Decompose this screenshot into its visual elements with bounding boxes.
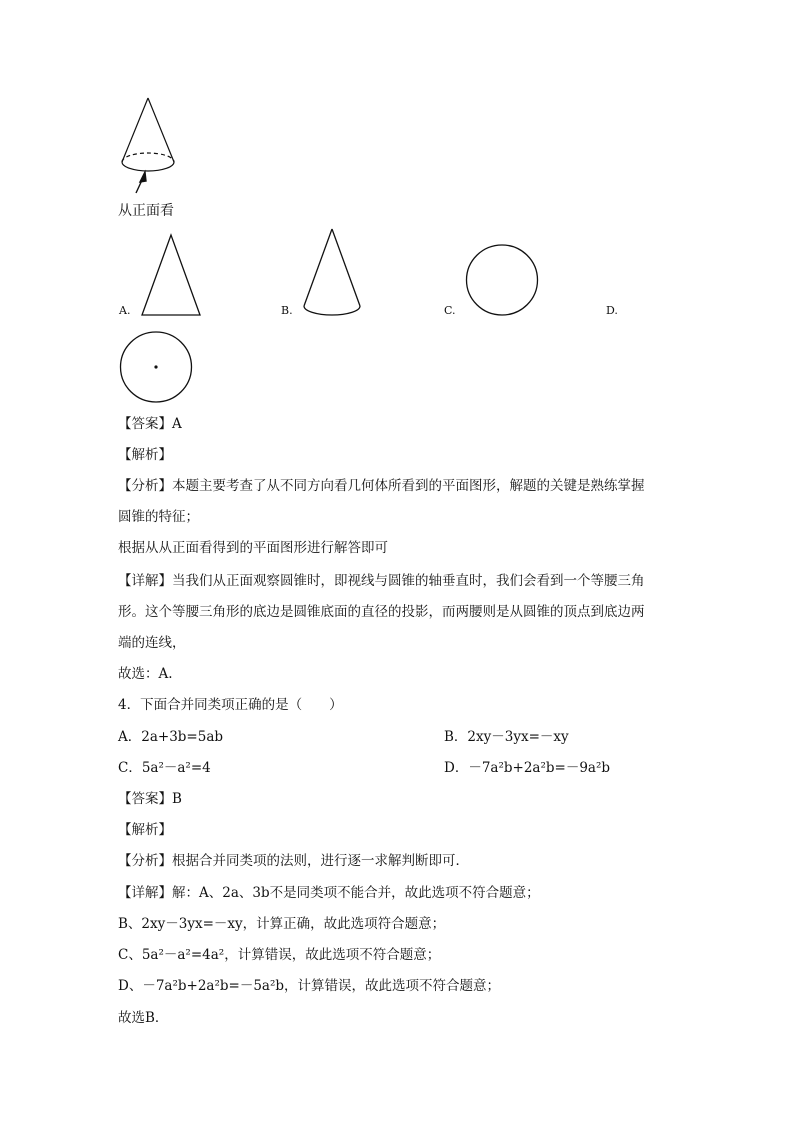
q3-detail-line3: 端的连线， bbox=[118, 635, 186, 651]
q4-option-a: A．2a+3b=5ab bbox=[118, 729, 224, 745]
option-b-label: B. bbox=[281, 304, 293, 317]
q4-stem: 4．下面合并同类项正确的是（ ） bbox=[118, 697, 343, 713]
cone-icon bbox=[122, 98, 174, 171]
option-a-label: A. bbox=[119, 304, 131, 317]
cone-figure bbox=[110, 90, 200, 195]
q4-detail-c: C、5a²－a²=4a²，计算错误，故此选项不符合题意； bbox=[118, 947, 441, 963]
q4-option-b: B．2xy－3yx=－xy bbox=[444, 729, 569, 745]
q3-fenxi-line1: 【分析】本题主要考查了从不同方向看几何体所看到的平面图形，解题的关键是熟练掌握 bbox=[118, 478, 645, 494]
circle-icon bbox=[462, 243, 542, 319]
q3-fenxi-line2: 圆锥的特征； bbox=[118, 509, 199, 525]
q3-detail-line1: 【详解】当我们从正面观察圆锥时，即视线与圆锥的轴垂直时，我们会看到一个等腰三角 bbox=[118, 573, 645, 589]
q4-detail-a: 【详解】解：A、2a、3b不是同类项不能合并，故此选项不符合题意； bbox=[118, 885, 540, 901]
triangle-icon bbox=[138, 232, 204, 318]
q3-answer: 【答案】A bbox=[118, 416, 182, 432]
q4-option-c: C．5a²－a²=4 bbox=[118, 760, 211, 776]
q3-choice: 故选：A. bbox=[118, 666, 173, 682]
q3-analysis-label: 【解析】 bbox=[118, 447, 172, 463]
q4-analysis-label: 【解析】 bbox=[118, 822, 172, 838]
cone-side-icon bbox=[300, 226, 366, 318]
option-c-label: C. bbox=[444, 304, 456, 317]
q3-method: 根据从从正面看得到的平面图形进行解答即可 bbox=[118, 540, 388, 556]
q4-detail-b: B、2xy－3yx=－xy，计算正确，故此选项符合题意； bbox=[118, 916, 446, 932]
q4-answer: 【答案】B bbox=[118, 791, 182, 807]
q3-detail-line2: 形。这个等腰三角形的底边是圆锥底面的直径的投影，而两腰则是从圆锥的顶点到底边两 bbox=[118, 604, 645, 620]
q4-choice: 故选B． bbox=[118, 1010, 169, 1026]
q4-option-d: D．－7a²b+2a²b=－9a²b bbox=[444, 760, 611, 776]
q4-fenxi: 【分析】根据合并同类项的法则，进行逐一求解判断即可． bbox=[118, 853, 469, 869]
option-d-label: D. bbox=[606, 304, 618, 317]
figure-caption: 从正面看 bbox=[118, 203, 174, 219]
q4-detail-d: D、－7a²b+2a²b=－5a²b，计算错误，故此选项不符合题意； bbox=[118, 978, 501, 994]
arrow-icon bbox=[136, 172, 146, 193]
circle-with-center-dot-icon bbox=[117, 330, 197, 406]
